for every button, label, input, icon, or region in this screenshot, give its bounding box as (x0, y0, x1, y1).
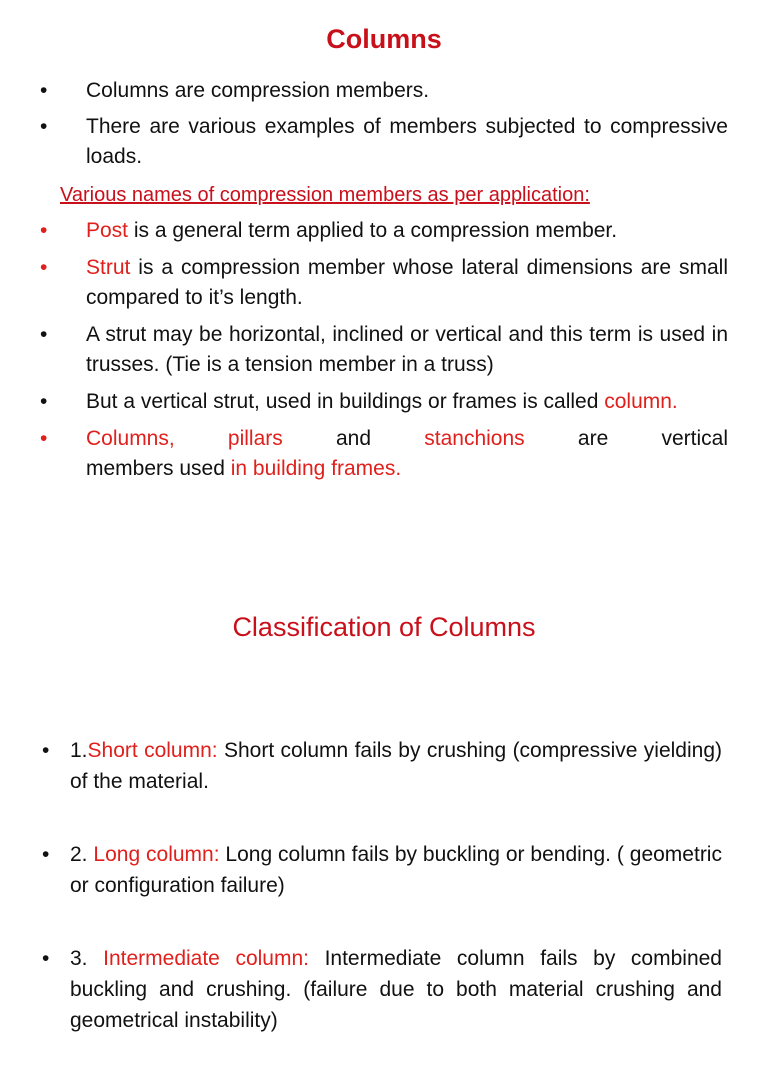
word-and: and (336, 427, 372, 450)
intro-text: There are various examples of members subjected to compressive loads. (86, 115, 728, 168)
item-number: 2. (70, 843, 94, 866)
word-are: are (577, 427, 609, 450)
term-long-column: Long column: (93, 843, 220, 866)
item-number: 3. (70, 947, 104, 970)
vertical-members-line (86, 424, 728, 454)
term-pillars: pillars (227, 427, 283, 450)
term-strut: Strut (86, 256, 131, 279)
names-list (40, 216, 728, 491)
bullet-icon: • (40, 427, 48, 450)
bullet-icon: • (42, 843, 50, 866)
section-subheading: Various names of compression members as per application: (60, 184, 590, 206)
list-item-intermediate-column (40, 943, 722, 1036)
list-item-post (40, 216, 728, 246)
term-stanchions: stanchions (424, 427, 525, 450)
intro-text: Columns are compression members. (86, 79, 430, 102)
list-item (40, 112, 728, 172)
term-post: Post (86, 219, 129, 242)
bullet-icon: • (40, 115, 48, 138)
post-description: is a general term applied to a compression member. (128, 219, 618, 242)
list-item (40, 76, 728, 106)
item-number: 1. (70, 739, 88, 762)
classification-title: Classification of Columns (232, 612, 536, 642)
intro-list (40, 76, 728, 178)
bullet-icon: • (40, 79, 48, 102)
intermediate-column-description: Intermediate column fails by combined buckling and crushing. (failure due to both material crushing and geometrical instability) (70, 947, 722, 1032)
bullet-icon: • (40, 390, 48, 413)
short-column-description: Short column fails by crushing (compressive yielding) of the material. (70, 739, 722, 793)
long-column-description: Long column fails by buckling or bending. ( geometric or configuration failure) (70, 843, 722, 897)
list-item-long-column (40, 839, 722, 901)
strut-orientation-text: A strut may be horizontal, inclined or vertical and this term is used in trusses. (Tie is a tension member in a truss) (86, 323, 728, 376)
strut-description: is a compression member whose lateral dimensions are small compared to it’s length. (86, 256, 728, 309)
list-item-strut (40, 253, 728, 313)
word-members-used: members used (86, 457, 231, 480)
term-intermediate-column: Intermediate column: (103, 947, 309, 970)
term-building-frames: in building frames. (230, 457, 402, 480)
bullet-icon: • (40, 323, 48, 346)
list-item-strut-orientation (40, 320, 728, 380)
bullet-icon: • (42, 947, 50, 970)
list-item-vertical-members (40, 424, 728, 484)
bullet-icon: • (42, 739, 50, 762)
page-title: Columns (326, 24, 442, 54)
vertical-strut-text: But a vertical strut, used in buildings or frames is called (86, 390, 605, 413)
classification-list (40, 735, 722, 1078)
word-vertical: vertical (661, 427, 728, 450)
term-short-column: Short column: (87, 739, 218, 762)
list-item-vertical-strut (40, 387, 728, 417)
bullet-icon: • (40, 219, 48, 242)
bullet-icon: • (40, 256, 48, 279)
term-column: column. (604, 390, 678, 413)
term-columns: Columns, (86, 427, 175, 450)
list-item-short-column (40, 735, 722, 797)
